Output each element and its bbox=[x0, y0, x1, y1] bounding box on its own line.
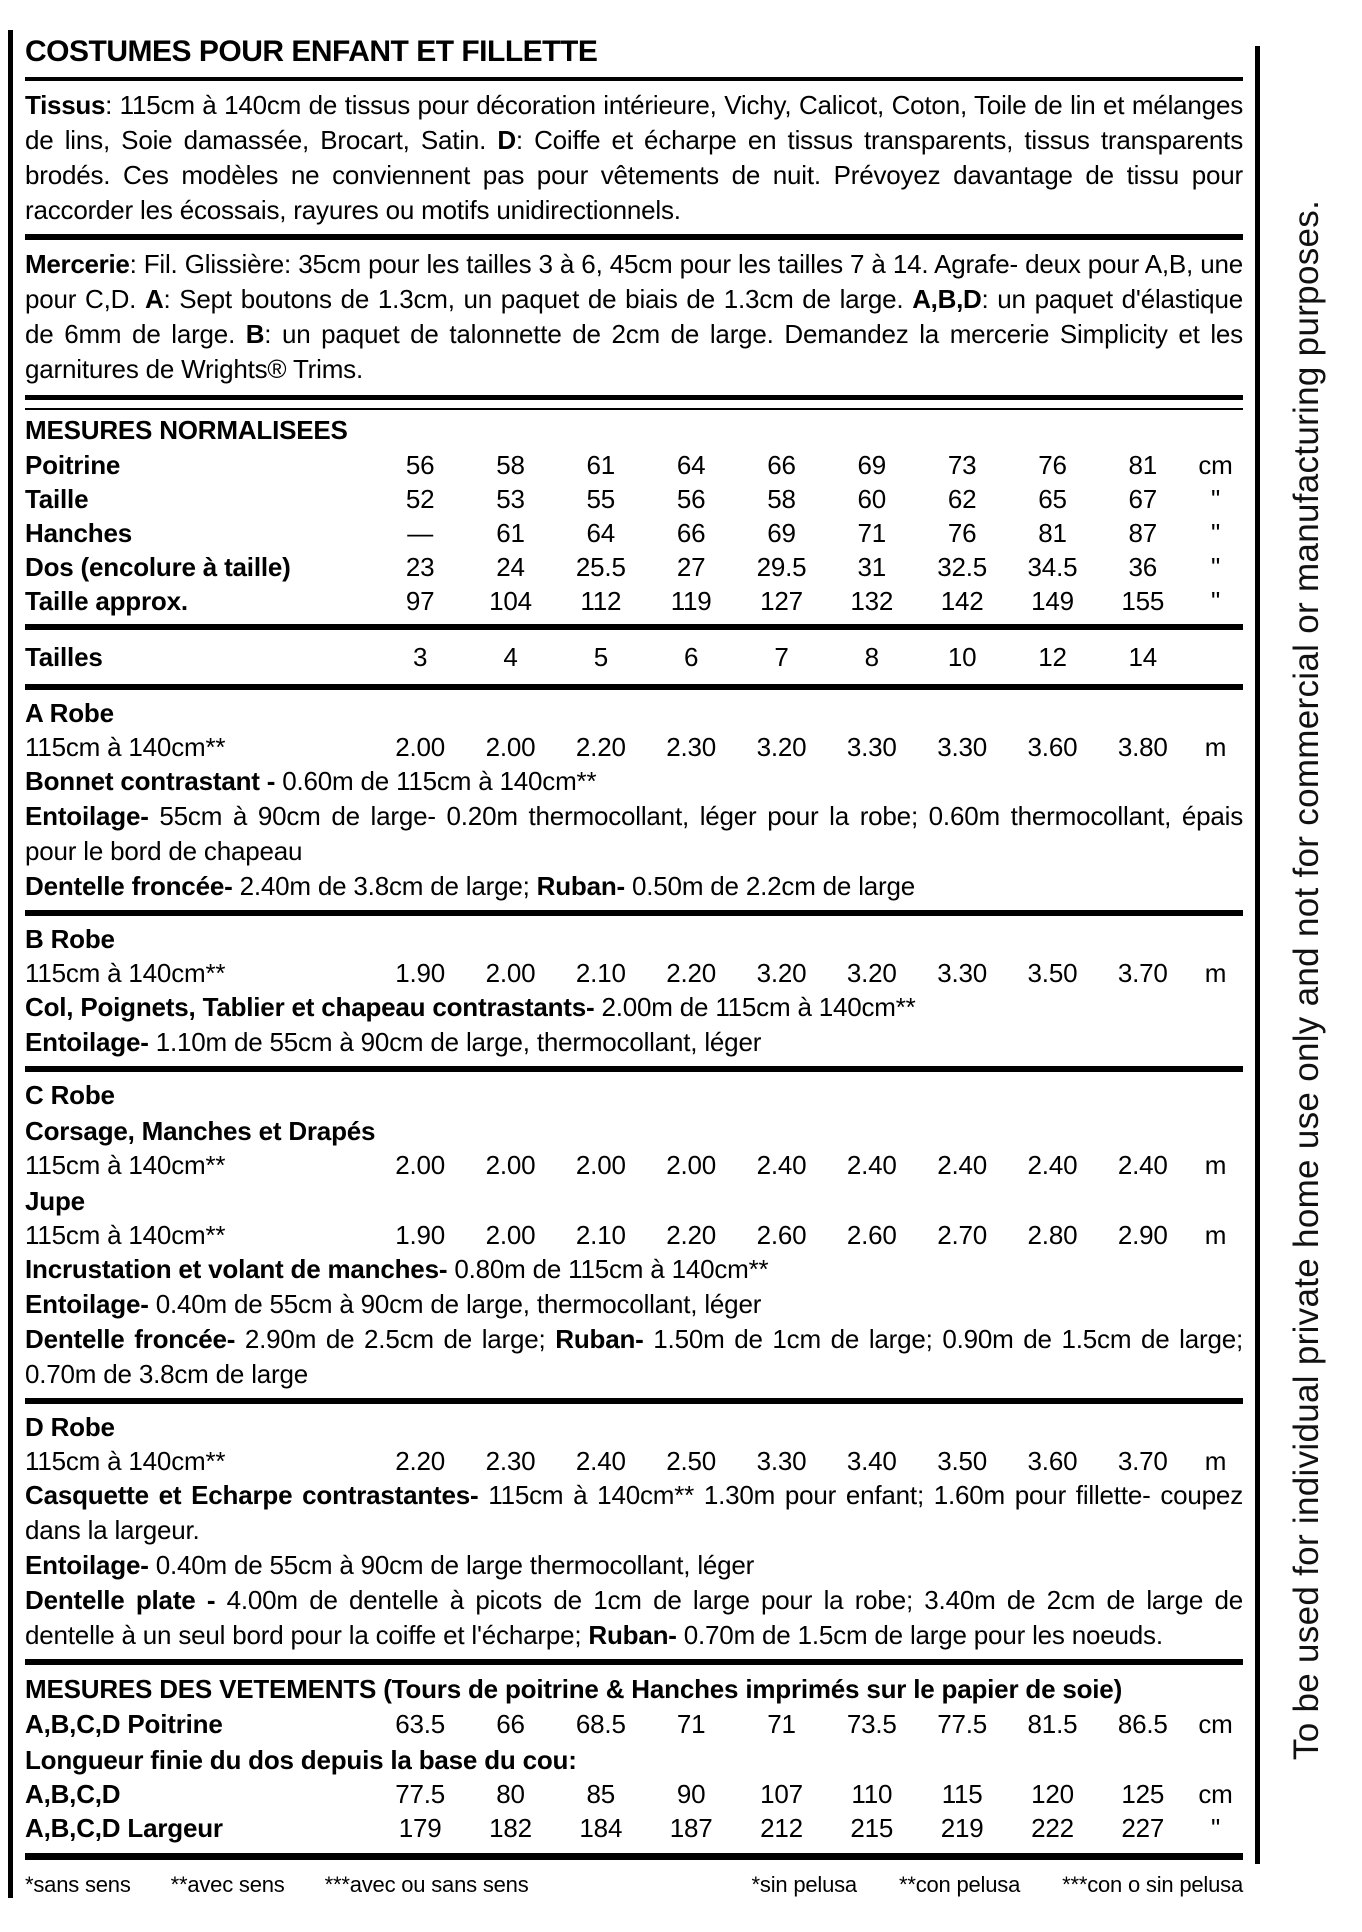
size-value: 179 bbox=[398, 1813, 442, 1843]
size-value: — bbox=[407, 518, 434, 548]
row-dos bbox=[25, 550, 1243, 584]
d-dentelle-line: Dentelle plate - 4.00m de dentelle à picots de 1cm de large pour la robe; 3.40m de 2cm de large de dentelle à un seul bord pour la coiffe et l'écharpe; Ruban- 0.70m de 1.5cm de large pour les noeuds. bbox=[25, 1585, 1243, 1650]
c-dentelle-line: Dentelle froncée- 2.90m de 2.5cm de large; Ruban- 1.50m de 1cm de large; 0.90m de 1.5cm de large; 0.70m de 3.8cm de large bbox=[25, 1324, 1244, 1389]
row-label: A,B,C,D Largeur bbox=[25, 1813, 223, 1843]
size-value: 2.20 bbox=[395, 1446, 446, 1476]
copyright-side-note: To be used for individual private home use only and not for commercial or manufacturing purposes. bbox=[1287, 199, 1326, 1761]
size-value: 182 bbox=[489, 1813, 532, 1843]
row-label: A,B,C,D bbox=[25, 1779, 121, 1809]
row-unit: m bbox=[1204, 732, 1227, 762]
right-border-line bbox=[1255, 46, 1260, 1864]
row-unit: m bbox=[1204, 1446, 1227, 1476]
row-garment-abcd bbox=[25, 1777, 1243, 1811]
size-value: 58 bbox=[496, 450, 525, 480]
size-value: 66 bbox=[496, 1709, 525, 1739]
size-value: 24 bbox=[496, 552, 525, 582]
size-value: 36 bbox=[1128, 552, 1158, 582]
size-value: 31 bbox=[857, 552, 887, 582]
footnote-avec-sens: **avec sens bbox=[170, 1872, 285, 1897]
row-label: Taille approx. bbox=[25, 586, 188, 616]
size-value: 61 bbox=[586, 450, 616, 480]
row-unit: cm bbox=[1198, 1709, 1233, 1739]
row-values bbox=[375, 1707, 1188, 1741]
size-value: 10 bbox=[947, 642, 977, 672]
size-value: 132 bbox=[850, 586, 894, 616]
size-value: 56 bbox=[676, 484, 706, 514]
row-c-corsage-yardage bbox=[25, 1148, 1243, 1182]
size-value: 56 bbox=[405, 450, 435, 480]
row-label: Tailles bbox=[25, 642, 103, 672]
size-value: 142 bbox=[940, 586, 984, 616]
size-value: 85 bbox=[586, 1779, 616, 1809]
section-header: B Robe bbox=[25, 924, 115, 954]
title-underline bbox=[25, 77, 1243, 81]
size-value: 65 bbox=[1038, 484, 1067, 514]
row-values bbox=[375, 550, 1188, 584]
size-value: 25.5 bbox=[575, 552, 626, 582]
size-value: 2.00 bbox=[485, 1220, 536, 1250]
size-value: 81.5 bbox=[1027, 1709, 1078, 1739]
size-value: 32.5 bbox=[937, 552, 988, 582]
body-measurements-section bbox=[25, 412, 1243, 618]
footnotes-spanish bbox=[710, 1871, 1243, 1899]
size-value: 23 bbox=[405, 552, 435, 582]
size-value: 76 bbox=[1038, 450, 1067, 480]
size-value: 3.60 bbox=[1027, 1446, 1078, 1476]
row-unit: m bbox=[1204, 1150, 1227, 1180]
mercerie-paragraph: Mercerie: Fil. Glissière: 35cm pour les tailles 3 à 6, 45cm pour les tailles 7 à 14. Agrafe- deux pour A,B, une pour C,D. A: Sept boutons de 1.3cm, un paquet de biais de 1.3cm de large. A,B,D: un paquet d'élastique de 6mm de large. B: un paquet de talonnette de 2cm de large. Demandez la mercerie Simplicity et les garnitures de Wrights® Trims. bbox=[25, 249, 1243, 384]
size-value: 5 bbox=[593, 642, 608, 672]
row-unit: m bbox=[1204, 958, 1227, 988]
view-c-section bbox=[25, 1078, 1243, 1392]
section-divider bbox=[25, 234, 1243, 240]
a-dentelle-line: Dentelle froncée- 2.40m de 3.8cm de large; Ruban- 0.50m de 2.2cm de large bbox=[25, 871, 916, 901]
row-unit: " bbox=[1210, 484, 1221, 514]
size-value: 2.20 bbox=[666, 1220, 717, 1250]
page-title: COSTUMES POUR ENFANT ET FILLETTE bbox=[25, 35, 598, 68]
size-value: 69 bbox=[767, 518, 796, 548]
size-value: 212 bbox=[760, 1813, 803, 1843]
size-value: 2.40 bbox=[1117, 1150, 1168, 1180]
size-value: 115 bbox=[941, 1779, 983, 1809]
d-entoilage-line: Entoilage- 0.40m de 55cm à 90cm de large thermocollant, léger bbox=[25, 1550, 755, 1580]
size-value: 2.20 bbox=[575, 732, 626, 762]
row-values bbox=[375, 1218, 1188, 1252]
size-value: 76 bbox=[947, 518, 977, 548]
size-value: 2.40 bbox=[756, 1150, 807, 1180]
size-value: 2.10 bbox=[575, 958, 626, 988]
row-label: Poitrine bbox=[25, 450, 121, 480]
size-value: 12 bbox=[1038, 642, 1067, 672]
size-value: 119 bbox=[670, 586, 712, 616]
size-value: 66 bbox=[767, 450, 796, 480]
size-value: 2.40 bbox=[937, 1150, 988, 1180]
size-value: 3.50 bbox=[1027, 958, 1078, 988]
size-value: 2.40 bbox=[846, 1150, 897, 1180]
size-value: 110 bbox=[851, 1779, 893, 1809]
size-value: 53 bbox=[496, 484, 525, 514]
row-label: 115cm à 140cm** bbox=[25, 1150, 226, 1180]
size-value: 60 bbox=[857, 484, 887, 514]
size-value: 90 bbox=[676, 1779, 706, 1809]
row-values bbox=[375, 1148, 1188, 1182]
row-taille bbox=[25, 482, 1243, 516]
size-value: 6 bbox=[684, 642, 699, 672]
size-value: 107 bbox=[760, 1779, 803, 1809]
size-value: 222 bbox=[1031, 1813, 1074, 1843]
size-value: 2.10 bbox=[575, 1220, 626, 1250]
section-divider bbox=[25, 395, 1243, 400]
size-value: 227 bbox=[1121, 1813, 1165, 1843]
row-label: 115cm à 140cm** bbox=[25, 1220, 226, 1250]
size-value: 63.5 bbox=[395, 1709, 446, 1739]
size-value: 2.00 bbox=[395, 732, 446, 762]
tissus-paragraph: Tissus: 115cm à 140cm de tissus pour décoration intérieure, Vichy, Calicot, Coton, Toile de lin et mélanges de lins, Soie damassée, Brocart, Satin. D: Coiffe et écharpe en tissus transparents, tissus transparents brodés. Ces modèles ne conviennent pas pour vêtements de nuit. Prévoyez davantage de tissu pour raccorder les écossais, rayures ou motifs unidirectionnels. bbox=[25, 90, 1243, 225]
row-label: A,B,C,D Poitrine bbox=[25, 1709, 223, 1739]
size-value: 61 bbox=[496, 518, 525, 548]
size-value: 2.40 bbox=[1027, 1150, 1078, 1180]
size-value: 64 bbox=[676, 450, 706, 480]
section-header: C Robe bbox=[25, 1080, 115, 1110]
view-b-section bbox=[25, 922, 1243, 1060]
bottom-divider bbox=[25, 1853, 1243, 1860]
size-value: 2.80 bbox=[1027, 1220, 1078, 1250]
row-unit: " bbox=[1210, 1813, 1221, 1843]
row-values bbox=[375, 1777, 1188, 1811]
size-value: 52 bbox=[405, 484, 435, 514]
size-value: 81 bbox=[1128, 450, 1158, 480]
row-label: Dos (encolure à taille) bbox=[25, 552, 291, 582]
footnote-con-o-sin-pelusa: ***con o sin pelusa bbox=[1062, 1872, 1243, 1897]
size-value: 2.20 bbox=[666, 958, 717, 988]
size-value: 3.20 bbox=[846, 958, 897, 988]
back-length-note: Longueur finie du dos depuis la base du cou: bbox=[25, 1745, 577, 1775]
row-values bbox=[375, 636, 1188, 678]
row-values bbox=[375, 1444, 1188, 1478]
row-values bbox=[375, 584, 1188, 618]
size-value: 2.50 bbox=[666, 1446, 717, 1476]
row-values bbox=[375, 482, 1188, 516]
size-value: 3.30 bbox=[756, 1446, 807, 1476]
size-value: 73.5 bbox=[846, 1709, 897, 1739]
size-value: 2.00 bbox=[666, 1150, 717, 1180]
row-values bbox=[375, 956, 1188, 990]
size-value: 112 bbox=[580, 586, 622, 616]
size-value: 219 bbox=[940, 1813, 984, 1843]
size-value: 66 bbox=[676, 518, 706, 548]
footnotes bbox=[25, 1865, 1243, 1899]
content-column bbox=[25, 34, 1243, 1899]
d-casquette-line: Casquette et Echarpe contrastantes- 115cm à 140cm** 1.30m pour enfant; 1.60m pour fillette- coupez dans la largeur. bbox=[25, 1480, 1243, 1545]
size-value: 125 bbox=[1121, 1779, 1165, 1809]
footnote-avec-ou-sans-sens: ***avec ou sans sens bbox=[324, 1872, 529, 1897]
c-incrustation-line: Incrustation et volant de manches- 0.80m de 115cm à 140cm** bbox=[25, 1254, 769, 1284]
row-label: Taille bbox=[25, 484, 89, 514]
size-value: 149 bbox=[1031, 586, 1074, 616]
size-value: 3.20 bbox=[756, 958, 807, 988]
view-a-section bbox=[25, 696, 1243, 904]
row-label: Hanches bbox=[25, 518, 132, 548]
a-bonnet-line: Bonnet contrastant - 0.60m de 115cm à 140cm** bbox=[25, 766, 597, 796]
section-divider bbox=[25, 684, 1243, 690]
size-value: 55 bbox=[586, 484, 616, 514]
section-divider bbox=[25, 624, 1243, 630]
section-divider bbox=[25, 910, 1243, 916]
size-value: 3.30 bbox=[937, 732, 988, 762]
size-value: 155 bbox=[1121, 586, 1165, 616]
size-value: 1.90 bbox=[395, 1220, 446, 1250]
size-value: 2.00 bbox=[575, 1150, 626, 1180]
section-divider bbox=[25, 1659, 1243, 1665]
size-value: 2.60 bbox=[846, 1220, 897, 1250]
size-value: 215 bbox=[850, 1813, 894, 1843]
section-divider bbox=[25, 1398, 1243, 1404]
row-unit: m bbox=[1204, 1220, 1227, 1250]
size-value: 3.70 bbox=[1117, 1446, 1168, 1476]
footnote-con-pelusa: **con pelusa bbox=[898, 1872, 1021, 1897]
row-label: 115cm à 140cm** bbox=[25, 958, 226, 988]
c-jupe-header: Jupe bbox=[25, 1186, 85, 1216]
size-value: 4 bbox=[503, 642, 518, 672]
size-value: 3.30 bbox=[846, 732, 897, 762]
row-poitrine bbox=[25, 448, 1243, 482]
size-value: 184 bbox=[579, 1813, 623, 1843]
left-border-line bbox=[8, 30, 13, 1898]
b-col-line: Col, Poignets, Tablier et chapeau contrastants- 2.00m de 115cm à 140cm** bbox=[25, 992, 916, 1022]
size-value: 58 bbox=[767, 484, 796, 514]
size-value: 2.30 bbox=[485, 1446, 536, 1476]
size-value: 7 bbox=[774, 642, 789, 672]
size-value: 68.5 bbox=[575, 1709, 626, 1739]
size-value: 77.5 bbox=[937, 1709, 988, 1739]
size-value: 3.30 bbox=[937, 958, 988, 988]
size-value: 3.40 bbox=[846, 1446, 897, 1476]
size-value: 69 bbox=[857, 450, 887, 480]
size-value: 1.90 bbox=[395, 958, 446, 988]
size-value: 8 bbox=[864, 642, 879, 672]
row-garment-largeur bbox=[25, 1811, 1243, 1845]
size-value: 2.00 bbox=[395, 1150, 446, 1180]
size-value: 81 bbox=[1038, 518, 1067, 548]
size-value: 2.60 bbox=[756, 1220, 807, 1250]
row-values bbox=[375, 1811, 1188, 1845]
row-unit: " bbox=[1210, 518, 1221, 548]
size-value: 86.5 bbox=[1117, 1709, 1168, 1739]
section-header: MESURES DES VETEMENTS (Tours de poitrine & Hanches imprimés sur le papier de soie) bbox=[25, 1674, 1123, 1704]
section-header: A Robe bbox=[25, 698, 114, 728]
size-value: 87 bbox=[1128, 518, 1158, 548]
size-value: 127 bbox=[760, 586, 803, 616]
row-values bbox=[375, 516, 1188, 550]
size-value: 2.30 bbox=[666, 732, 717, 762]
size-value: 73 bbox=[947, 450, 977, 480]
row-garment-poitrine bbox=[25, 1707, 1243, 1741]
row-values bbox=[375, 730, 1188, 764]
size-value: 3.20 bbox=[756, 732, 807, 762]
size-value: 27 bbox=[676, 552, 706, 582]
size-value: 3.60 bbox=[1027, 732, 1078, 762]
size-value: 2.00 bbox=[485, 732, 536, 762]
size-value: 187 bbox=[669, 1813, 713, 1843]
section-header: MESURES NORMALISEES bbox=[25, 415, 348, 445]
size-value: 80 bbox=[496, 1779, 525, 1809]
c-entoilage-line: Entoilage- 0.40m de 55cm à 90cm de large, thermocollant, léger bbox=[25, 1289, 762, 1319]
b-entoilage-line: Entoilage- 1.10m de 55cm à 90cm de large, thermocollant, léger bbox=[25, 1027, 762, 1057]
size-value: 34.5 bbox=[1027, 552, 1078, 582]
section-divider-thin bbox=[25, 408, 1243, 410]
row-sizes bbox=[25, 636, 1243, 678]
size-value: 2.40 bbox=[575, 1446, 626, 1476]
size-value: 71 bbox=[767, 1709, 796, 1739]
size-value: 2.90 bbox=[1117, 1220, 1168, 1250]
size-value: 71 bbox=[676, 1709, 706, 1739]
size-value: 64 bbox=[586, 518, 616, 548]
row-hanches bbox=[25, 516, 1243, 550]
row-label: 115cm à 140cm** bbox=[25, 732, 226, 762]
size-value: 3 bbox=[413, 642, 428, 672]
size-value: 3.70 bbox=[1117, 958, 1168, 988]
size-value: 67 bbox=[1128, 484, 1158, 514]
view-d-section bbox=[25, 1410, 1243, 1653]
size-value: 3.80 bbox=[1117, 732, 1168, 762]
row-unit: cm bbox=[1198, 450, 1233, 480]
row-unit: " bbox=[1210, 552, 1221, 582]
size-value: 77.5 bbox=[395, 1779, 446, 1809]
row-unit: cm bbox=[1198, 1779, 1233, 1809]
row-values bbox=[375, 448, 1188, 482]
c-corsage-header: Corsage, Manches et Drapés bbox=[25, 1116, 376, 1146]
row-unit: " bbox=[1210, 586, 1221, 616]
row-taille-approx bbox=[25, 584, 1243, 618]
size-value: 3.50 bbox=[937, 1446, 988, 1476]
size-value: 104 bbox=[489, 586, 532, 616]
size-value: 62 bbox=[947, 484, 977, 514]
size-value: 2.00 bbox=[485, 1150, 536, 1180]
footnote-sans-sens: *sans sens bbox=[25, 1872, 131, 1897]
row-a-yardage bbox=[25, 730, 1243, 764]
footnote-sin-pelusa: *sin pelusa bbox=[751, 1872, 857, 1897]
row-label: 115cm à 140cm** bbox=[25, 1446, 226, 1476]
section-header: D Robe bbox=[25, 1412, 115, 1442]
size-value: 2.70 bbox=[937, 1220, 988, 1250]
size-value: 14 bbox=[1128, 642, 1158, 672]
row-d-yardage bbox=[25, 1444, 1243, 1478]
row-c-jupe-yardage bbox=[25, 1218, 1243, 1252]
size-value: 71 bbox=[857, 518, 887, 548]
footnotes-french bbox=[25, 1871, 569, 1899]
size-value: 120 bbox=[1031, 1779, 1074, 1809]
a-entoilage-line: Entoilage- 55cm à 90cm de large- 0.20m thermocollant, léger pour la robe; 0.60m thermocollant, épais pour le bord de chapeau bbox=[25, 801, 1244, 866]
garment-measurements-section bbox=[25, 1671, 1243, 1845]
section-divider bbox=[25, 1066, 1243, 1072]
size-value: 97 bbox=[405, 586, 435, 616]
size-value: 2.00 bbox=[485, 958, 536, 988]
size-value: 29.5 bbox=[756, 552, 807, 582]
row-b-yardage bbox=[25, 956, 1243, 990]
